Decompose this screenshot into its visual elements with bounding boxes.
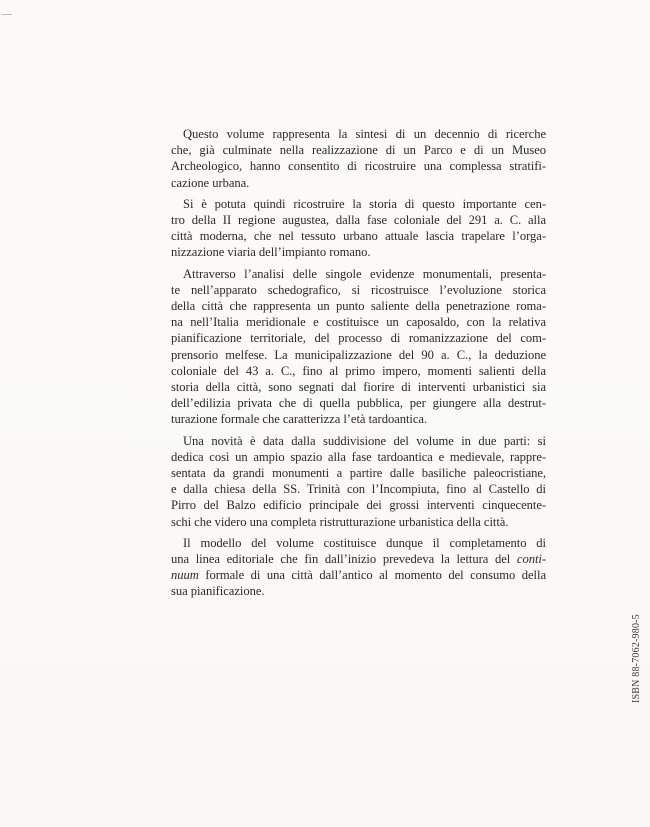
italic-word: conti- [516,552,546,567]
text-line: Archeologico, hanno consentito di ricostruire una complessa stratifi- [171,159,546,174]
paragraph-3 [171,266,546,428]
text-line: dedica così un ampio spazio alla fase tardoantica e medievale, rappre- [171,449,546,464]
text-line: prensorio melfese. La municipalizzazione del 90 a. C., la deduzione [171,347,546,362]
text-line: na nell’Italia meridionale e costituisce un caposaldo, con la relativa [171,315,546,330]
text-line [171,567,546,583]
text-line: città moderna, che nel tessuto urbano attuale lascia trapelare l’orga- [171,229,546,244]
text-line: nizzazione viaria dell’impianto romano. [171,245,371,260]
paragraph-4 [171,433,546,530]
text-line: Pirro del Balzo edificio principale dei grossi interventi cinquecente- [171,498,546,513]
italic-word: nuum [171,568,199,583]
corner-crop-mark [2,14,12,15]
text-line: storia della città, sono segnati dal fiorire di interventi urbanistici sia [171,380,546,395]
text-line: e dalla chiesa della SS. Trinità con l’Incompiuta, fino al Castello di [171,482,546,497]
text-line: Il modello del volume costituisce dunque il completamento di [183,535,546,550]
paragraph-1 [171,126,546,191]
text-line: cazione urbana. [171,175,250,190]
isbn-number: ISBN 88-7062-980-5 [631,614,642,703]
text-line: Si è potuta quindi ricostruire la storia di questo importante cen- [183,196,546,211]
text-line: te nell’apparato schedografico, si ricostruisce l’evoluzione storica [171,282,546,297]
text-line: Questo volume rappresenta la sintesi di un decennio di ricerche [183,127,546,141]
paragraph-2 [171,196,546,261]
text-run: formale di una città dall’antico al momento del consumo della [205,568,546,583]
text-line: che, già culminate nella realizzazione di un Parco e di un Museo [171,143,546,158]
text-line: coloniale del 43 a. C., fino al primo impero, momenti salienti della [171,363,546,378]
text-line: della città che rappresenta un punto saliente della penetrazione roma- [171,299,546,314]
text-line: sentata da grandi monumenti a partire dalle basiliche paleocristiane, [171,466,546,481]
paragraph-5 [171,535,546,600]
blurb-text [171,126,546,600]
text-line: pianificazione territoriale, del processo di romanizzazione del com- [171,331,546,346]
text-line: turazione formale che caratterizza l’età tardoantica. [171,412,428,427]
text-line: Una novità è data dalla suddivisione del volume in due parti: si [183,433,546,448]
text-line: tro della II regione augustea, dalla fase coloniale del 291 a. C. alla [171,213,546,228]
text-line: schi che videro una completa ristrutturazione urbanistica della città. [171,514,509,529]
text-line: Attraverso l’analisi delle singole evidenze monumentali, presenta- [183,266,546,281]
text-line: dell’edilizia privata che di quella pubblica, per giungere alla destrut- [171,396,546,411]
text-line: sua pianificazione. [171,584,265,599]
text-run: una linea editoriale che fin dall’inizio prevedeva la lettura del [171,552,517,567]
text-line [171,551,546,567]
